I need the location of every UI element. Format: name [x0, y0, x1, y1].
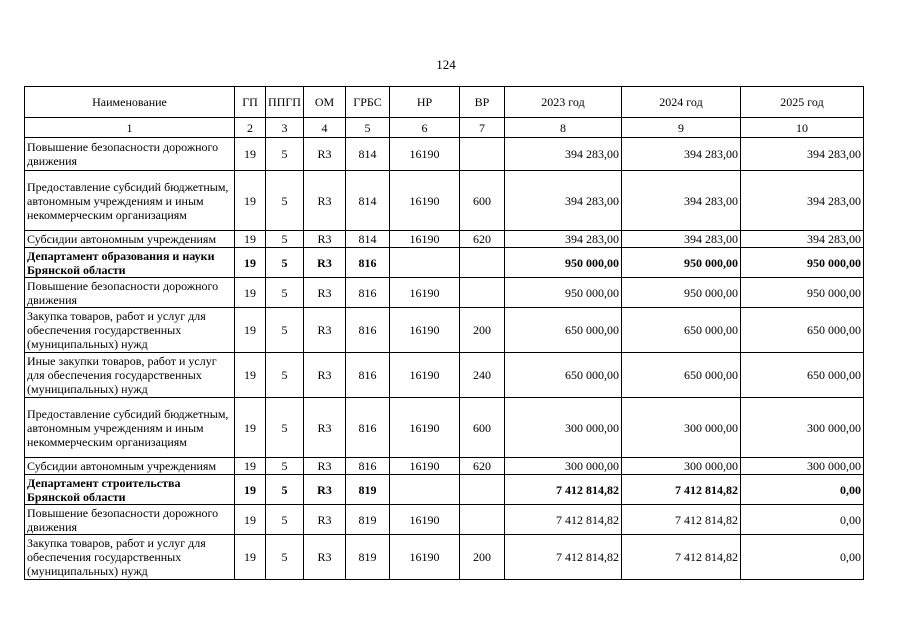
cell-2025: 650 000,00 — [741, 308, 864, 353]
cell-grbs: 814 — [346, 171, 390, 231]
header-2024: 2024 год — [622, 87, 741, 118]
header-2025: 2025 год — [741, 87, 864, 118]
cell-gp: 19 — [235, 248, 266, 278]
cell-2023: 7 412 814,82 — [505, 475, 622, 505]
cell-om: R3 — [304, 138, 346, 171]
cell-ppgp: 5 — [266, 231, 304, 248]
cell-om: R3 — [304, 505, 346, 535]
cell-2023: 7 412 814,82 — [505, 535, 622, 580]
cell-2025: 0,00 — [741, 505, 864, 535]
table-row — [25, 171, 864, 231]
header-gp: ГП — [235, 87, 266, 118]
cell-ppgp: 5 — [266, 475, 304, 505]
cell-ppgp: 5 — [266, 458, 304, 475]
cell-name: Повышение безопасности дорожного движения — [25, 138, 235, 171]
cell-nr — [390, 248, 460, 278]
cell-2023: 650 000,00 — [505, 308, 622, 353]
cell-nr: 16190 — [390, 505, 460, 535]
header-row — [25, 87, 864, 118]
table-row — [25, 458, 864, 475]
table-body — [25, 138, 864, 580]
cell-vr: 240 — [460, 353, 505, 398]
cell-ppgp: 5 — [266, 278, 304, 308]
cell-nr: 16190 — [390, 138, 460, 171]
cell-gp: 19 — [235, 138, 266, 171]
table-row — [25, 505, 864, 535]
cell-ppgp: 5 — [266, 398, 304, 458]
cell-2023: 394 283,00 — [505, 231, 622, 248]
column-number-row — [25, 118, 864, 138]
cell-gp: 19 — [235, 458, 266, 475]
cell-nr: 16190 — [390, 171, 460, 231]
table-row — [25, 475, 864, 505]
column-number: 10 — [741, 118, 864, 138]
cell-2025: 394 283,00 — [741, 231, 864, 248]
cell-name: Закупка товаров, работ и услуг для обеспечения государственных (муниципальных) нужд — [25, 535, 235, 580]
cell-nr: 16190 — [390, 458, 460, 475]
page-number: 124 — [436, 57, 456, 72]
cell-nr: 16190 — [390, 231, 460, 248]
column-number: 6 — [390, 118, 460, 138]
cell-name: Повышение безопасности дорожного движения — [25, 278, 235, 308]
cell-gp: 19 — [235, 171, 266, 231]
cell-grbs: 816 — [346, 398, 390, 458]
cell-vr: 600 — [460, 398, 505, 458]
cell-gp: 19 — [235, 475, 266, 505]
cell-vr: 620 — [460, 458, 505, 475]
cell-ppgp: 5 — [266, 138, 304, 171]
cell-2025: 950 000,00 — [741, 248, 864, 278]
header-vr: ВР — [460, 87, 505, 118]
cell-om: R3 — [304, 248, 346, 278]
cell-grbs: 819 — [346, 535, 390, 580]
cell-gp: 19 — [235, 231, 266, 248]
cell-grbs: 814 — [346, 138, 390, 171]
cell-ppgp: 5 — [266, 308, 304, 353]
table-row — [25, 278, 864, 308]
column-number: 9 — [622, 118, 741, 138]
cell-gp: 19 — [235, 535, 266, 580]
cell-2024: 7 412 814,82 — [622, 505, 741, 535]
cell-2024: 394 283,00 — [622, 171, 741, 231]
column-number: 7 — [460, 118, 505, 138]
cell-om: R3 — [304, 398, 346, 458]
cell-grbs: 816 — [346, 353, 390, 398]
cell-gp: 19 — [235, 505, 266, 535]
header-ppgp: ППГП — [266, 87, 304, 118]
cell-om: R3 — [304, 231, 346, 248]
cell-2023: 950 000,00 — [505, 278, 622, 308]
cell-gp: 19 — [235, 353, 266, 398]
cell-vr — [460, 248, 505, 278]
cell-om: R3 — [304, 278, 346, 308]
cell-2023: 394 283,00 — [505, 171, 622, 231]
table-row — [25, 248, 864, 278]
cell-nr: 16190 — [390, 398, 460, 458]
budget-table — [24, 86, 864, 580]
cell-2023: 950 000,00 — [505, 248, 622, 278]
cell-name: Иные закупки товаров, работ и услуг для обеспечения государственных (муниципальных) нужд — [25, 353, 235, 398]
cell-2025: 950 000,00 — [741, 278, 864, 308]
cell-om: R3 — [304, 458, 346, 475]
cell-nr — [390, 475, 460, 505]
cell-vr — [460, 505, 505, 535]
cell-2023: 650 000,00 — [505, 353, 622, 398]
cell-grbs: 819 — [346, 475, 390, 505]
cell-name: Департамент образования и науки Брянской области — [25, 248, 235, 278]
cell-2025: 300 000,00 — [741, 398, 864, 458]
cell-2023: 394 283,00 — [505, 138, 622, 171]
cell-grbs: 816 — [346, 458, 390, 475]
column-number: 3 — [266, 118, 304, 138]
cell-ppgp: 5 — [266, 248, 304, 278]
table-row — [25, 231, 864, 248]
cell-nr: 16190 — [390, 353, 460, 398]
cell-2024: 394 283,00 — [622, 231, 741, 248]
cell-om: R3 — [304, 171, 346, 231]
cell-2024: 950 000,00 — [622, 248, 741, 278]
cell-om: R3 — [304, 475, 346, 505]
cell-grbs: 816 — [346, 278, 390, 308]
cell-2025: 650 000,00 — [741, 353, 864, 398]
cell-name: Предоставление субсидий бюджетным, автономным учреждениям и иным некоммерческим организациям — [25, 171, 235, 231]
cell-ppgp: 5 — [266, 535, 304, 580]
table-row — [25, 353, 864, 398]
header-grbs: ГРБС — [346, 87, 390, 118]
cell-2025: 394 283,00 — [741, 171, 864, 231]
cell-om: R3 — [304, 308, 346, 353]
cell-2024: 950 000,00 — [622, 278, 741, 308]
header-om: ОМ — [304, 87, 346, 118]
header-nr: НР — [390, 87, 460, 118]
cell-2023: 7 412 814,82 — [505, 505, 622, 535]
table-row — [25, 138, 864, 171]
cell-grbs: 816 — [346, 308, 390, 353]
cell-name: Субсидии автономным учреждениям — [25, 458, 235, 475]
cell-vr — [460, 475, 505, 505]
cell-name: Повышение безопасности дорожного движения — [25, 505, 235, 535]
cell-nr: 16190 — [390, 278, 460, 308]
cell-gp: 19 — [235, 278, 266, 308]
table-row — [25, 398, 864, 458]
cell-2024: 300 000,00 — [622, 458, 741, 475]
cell-om: R3 — [304, 535, 346, 580]
column-number: 5 — [346, 118, 390, 138]
cell-2025: 0,00 — [741, 535, 864, 580]
cell-2025: 300 000,00 — [741, 458, 864, 475]
cell-ppgp: 5 — [266, 353, 304, 398]
cell-2024: 394 283,00 — [622, 138, 741, 171]
cell-2025: 0,00 — [741, 475, 864, 505]
cell-2023: 300 000,00 — [505, 398, 622, 458]
table-row — [25, 535, 864, 580]
cell-nr: 16190 — [390, 308, 460, 353]
cell-2024: 300 000,00 — [622, 398, 741, 458]
cell-vr: 200 — [460, 535, 505, 580]
cell-ppgp: 5 — [266, 505, 304, 535]
cell-vr: 200 — [460, 308, 505, 353]
cell-2024: 650 000,00 — [622, 308, 741, 353]
cell-vr: 600 — [460, 171, 505, 231]
cell-2024: 7 412 814,82 — [622, 475, 741, 505]
cell-name: Субсидии автономным учреждениям — [25, 231, 235, 248]
cell-2025: 394 283,00 — [741, 138, 864, 171]
column-number: 8 — [505, 118, 622, 138]
cell-name: Предоставление субсидий бюджетным, автономным учреждениям и иным некоммерческим организациям — [25, 398, 235, 458]
column-number: 4 — [304, 118, 346, 138]
cell-om: R3 — [304, 353, 346, 398]
column-number: 2 — [235, 118, 266, 138]
cell-vr — [460, 278, 505, 308]
cell-grbs: 819 — [346, 505, 390, 535]
cell-grbs: 816 — [346, 248, 390, 278]
header-2023: 2023 год — [505, 87, 622, 118]
cell-vr: 620 — [460, 231, 505, 248]
header-name: Наименование — [25, 87, 235, 118]
cell-gp: 19 — [235, 398, 266, 458]
cell-vr — [460, 138, 505, 171]
cell-2023: 300 000,00 — [505, 458, 622, 475]
cell-ppgp: 5 — [266, 171, 304, 231]
cell-name: Закупка товаров, работ и услуг для обеспечения государственных (муниципальных) нужд — [25, 308, 235, 353]
cell-gp: 19 — [235, 308, 266, 353]
cell-2024: 7 412 814,82 — [622, 535, 741, 580]
cell-grbs: 814 — [346, 231, 390, 248]
cell-name: Департамент строительства Брянской области — [25, 475, 235, 505]
cell-nr: 16190 — [390, 535, 460, 580]
cell-2024: 650 000,00 — [622, 353, 741, 398]
table-row — [25, 308, 864, 353]
column-number: 1 — [25, 118, 235, 138]
